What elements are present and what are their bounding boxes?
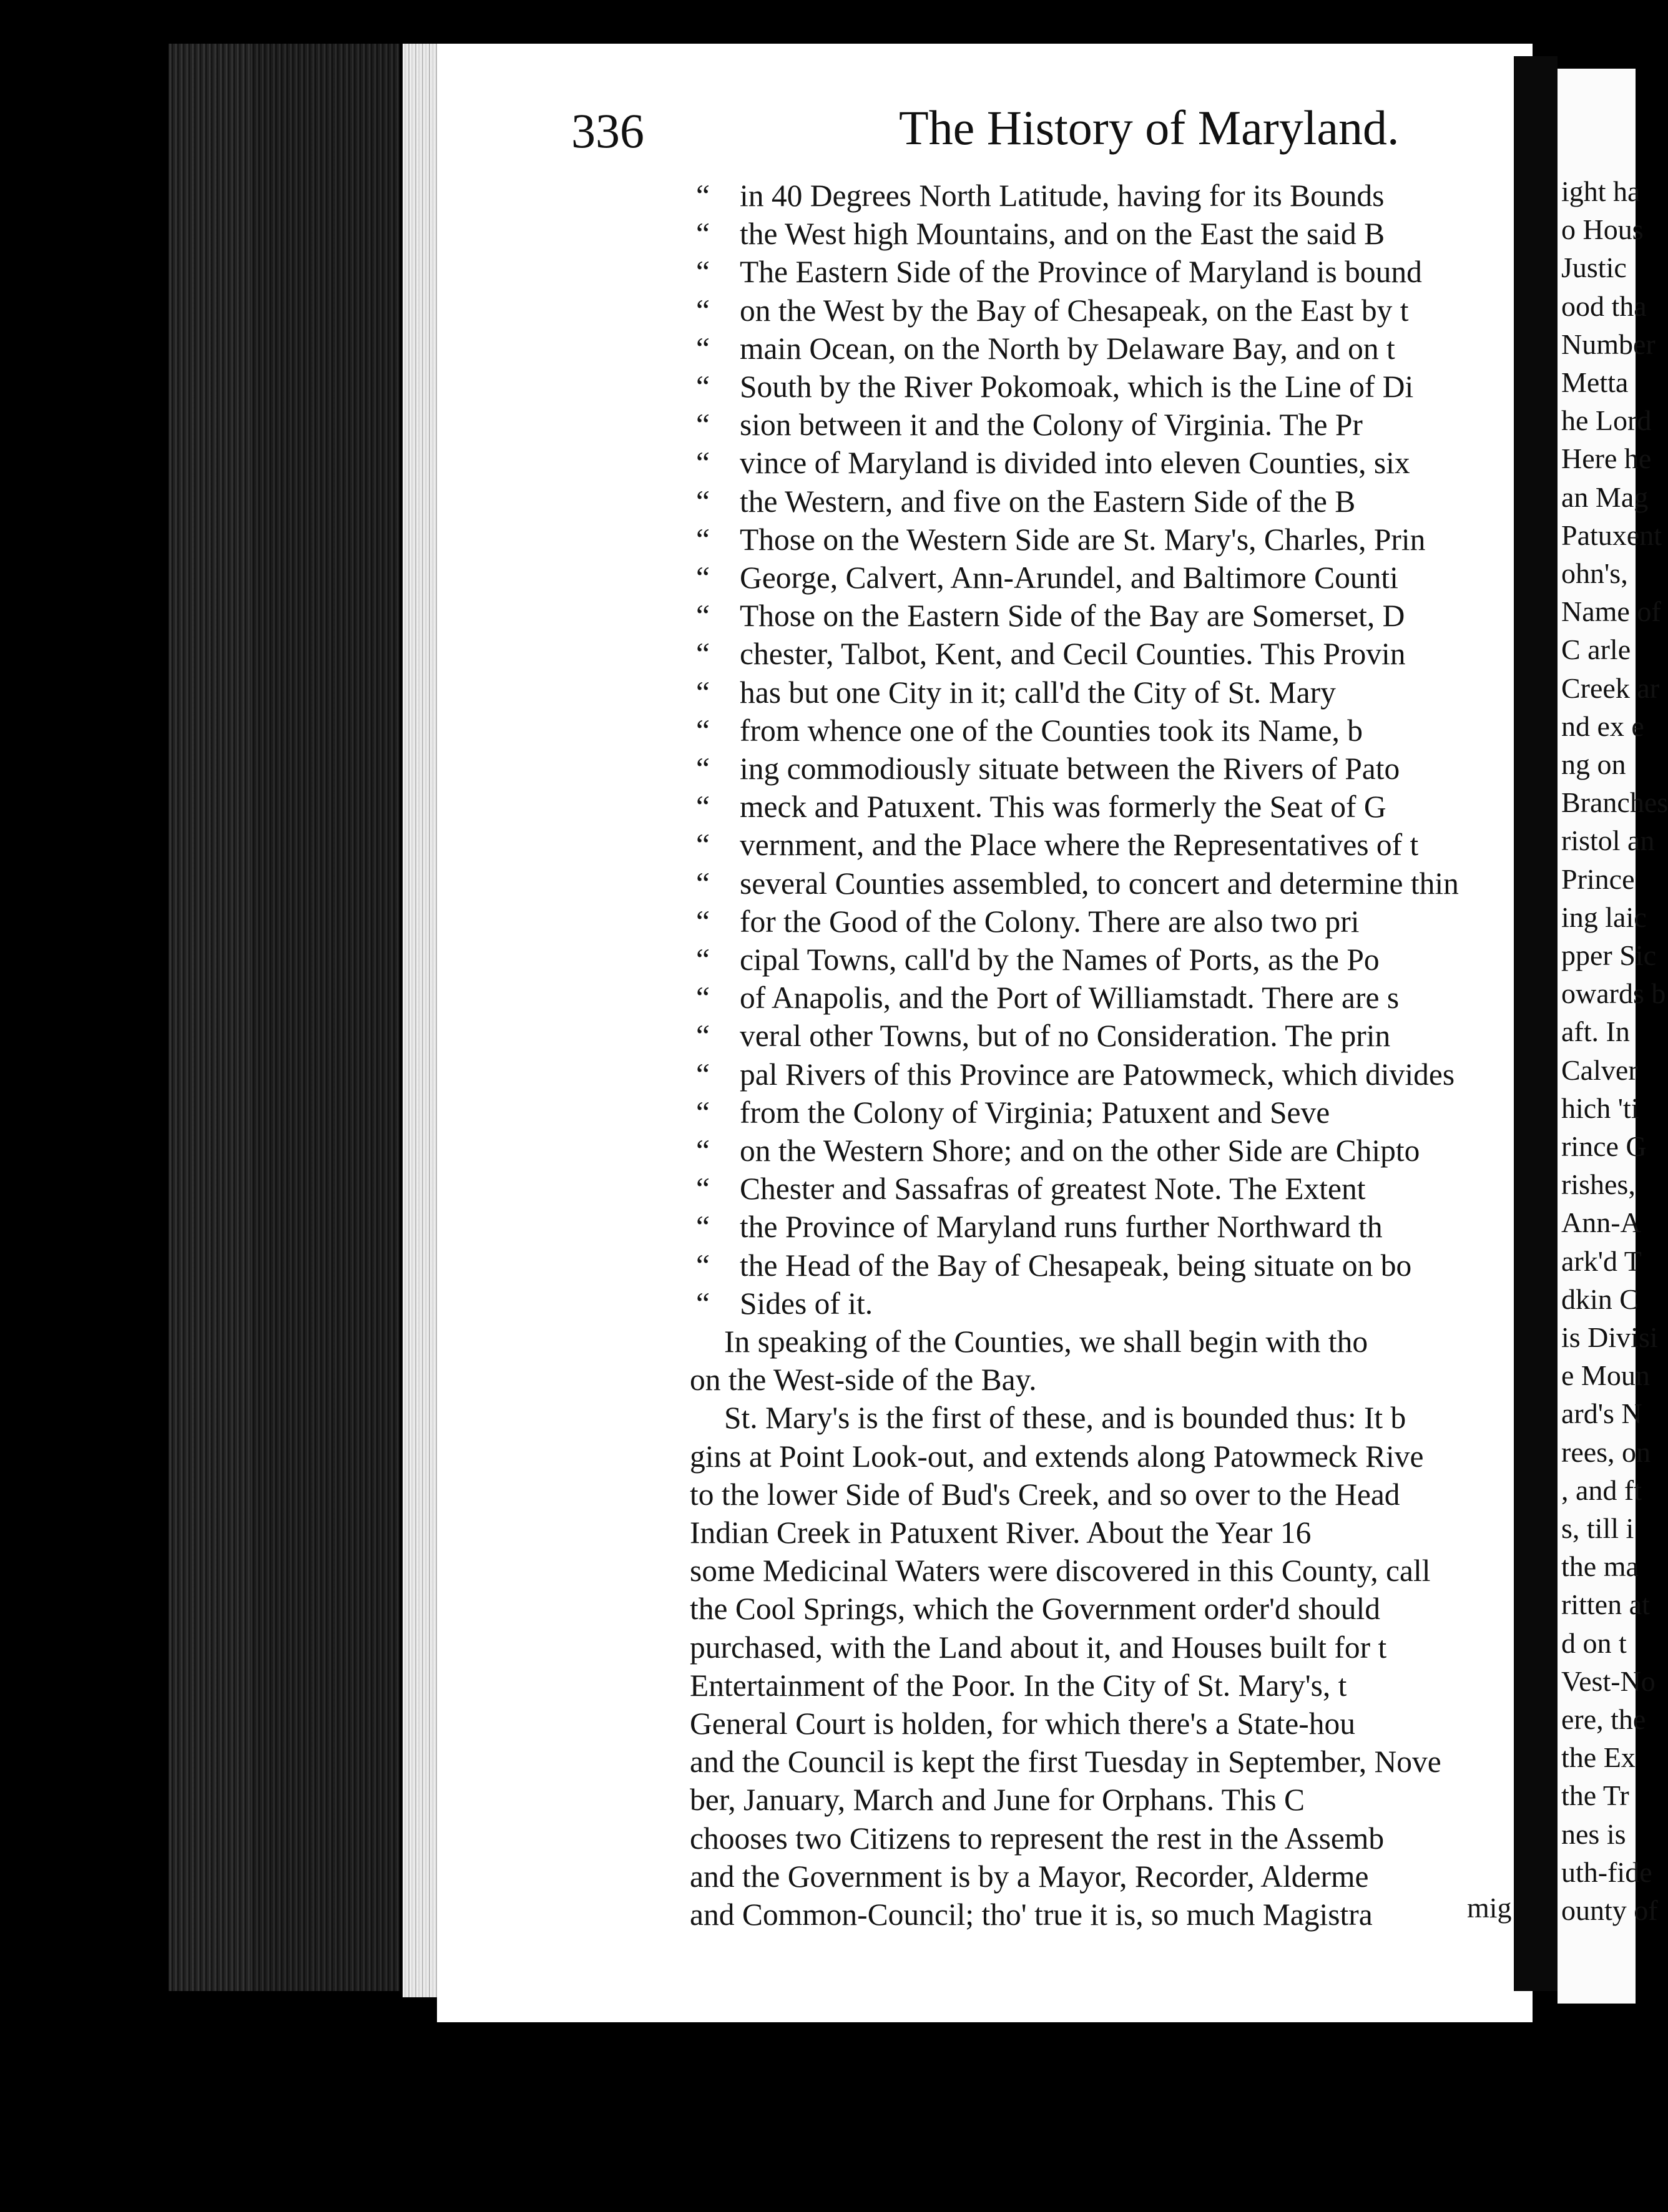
text-line xyxy=(696,675,1336,710)
facing-page-text: rince G xyxy=(1561,1130,1647,1162)
facing-page-text: ight ha xyxy=(1561,175,1641,207)
text-line-content: several Counties assembled, to concert and determine thin xyxy=(740,866,1459,901)
quote-mark: “ xyxy=(696,942,710,977)
text-line xyxy=(696,636,1405,672)
text-line-content: from whence one of the Counties took its Name, b xyxy=(740,713,1363,748)
page-gutter-right xyxy=(1514,56,1558,1991)
facing-page-text: Prince xyxy=(1561,863,1635,895)
text-line-content: and Common-Council; tho' true it is, so much Magistra xyxy=(690,1897,1373,1932)
text-line xyxy=(696,445,1410,481)
text-line-content: some Medicinal Waters were discovered in this County, call xyxy=(690,1554,1431,1588)
page-number: 336 xyxy=(571,104,644,158)
text-line-content: the Western, and five on the Eastern Side of the B xyxy=(740,484,1356,519)
text-line-content: General Court is holden, for which there's a State-hou xyxy=(690,1706,1355,1741)
text-line xyxy=(696,1286,873,1321)
quote-mark: “ xyxy=(696,408,710,443)
text-line xyxy=(690,1553,1430,1588)
text-line-content: in 40 Degrees North Latitude, having for its Bounds xyxy=(740,179,1385,213)
page-stack-edge xyxy=(403,44,437,1997)
text-line xyxy=(696,1209,1383,1245)
facing-page-text: Calver xyxy=(1561,1054,1638,1086)
facing-page-text: ounty of xyxy=(1561,1894,1658,1926)
text-line-content: gins at Point Look-out, and extends along Patowmeck Rive xyxy=(690,1439,1424,1474)
text-line xyxy=(696,789,1386,825)
quote-mark: “ xyxy=(696,1286,710,1321)
text-line-content: ber, January, March and June for Orphans. This C xyxy=(690,1783,1305,1818)
facing-page-text: rishes, xyxy=(1561,1168,1636,1201)
text-line-content: from the Colony of Virginia; Patuxent and Seve xyxy=(740,1095,1330,1130)
text-line-content: Sides of it. xyxy=(740,1286,873,1321)
text-line-content: sion between it and the Colony of Virginia. The Pr xyxy=(740,408,1363,443)
text-line xyxy=(696,1057,1455,1092)
facing-page-text: ritten at xyxy=(1561,1588,1650,1621)
text-line xyxy=(696,407,1363,443)
text-line-content: of Anapolis, and the Port of Williamstadt. There are s xyxy=(740,981,1400,1015)
facing-page-text: s, till i xyxy=(1561,1512,1634,1544)
quote-mark: “ xyxy=(696,1133,710,1168)
facing-page-text: e Moun xyxy=(1561,1359,1650,1392)
text-line xyxy=(696,369,1413,404)
facing-page-text: is Divisi xyxy=(1561,1321,1658,1353)
facing-page-text: the Ex xyxy=(1561,1741,1636,1774)
text-line-content: the West high Mountains, and on the East the said B xyxy=(740,217,1385,252)
quote-mark: “ xyxy=(696,560,710,595)
text-line xyxy=(690,1744,1441,1779)
facing-page-text: rees, on xyxy=(1561,1436,1651,1468)
text-line xyxy=(690,1515,1311,1550)
facing-page-text: he Lord xyxy=(1561,404,1652,437)
quote-mark: “ xyxy=(696,1019,710,1054)
facing-page-fragment xyxy=(1558,69,1668,2004)
text-line xyxy=(690,1477,1400,1512)
text-line-content: vernment, and the Place where the Representatives of t xyxy=(740,828,1419,863)
text-line-content: Those on the Western Side are St. Mary's, Charles, Prin xyxy=(740,522,1426,557)
facing-page-text: Name of xyxy=(1561,595,1661,628)
facing-page-text: ere, the xyxy=(1561,1703,1646,1735)
quote-mark: “ xyxy=(696,751,710,786)
quote-mark: “ xyxy=(696,484,710,519)
text-line-content: ing commodiously situate between the Rivers of Pato xyxy=(740,751,1400,786)
facing-page-text: Justic xyxy=(1561,252,1627,284)
facing-page-text: ohn's, xyxy=(1561,557,1628,589)
quote-mark: “ xyxy=(696,1210,710,1245)
text-line xyxy=(690,1591,1380,1627)
facing-page-text: Here he xyxy=(1561,443,1652,475)
text-line xyxy=(690,1362,1037,1397)
facing-page-text: Branches xyxy=(1561,786,1668,819)
quote-mark: “ xyxy=(696,1095,710,1130)
text-line-content: The Eastern Side of the Province of Maryland is bound xyxy=(740,255,1422,290)
text-line-content: Indian Creek in Patuxent River. About the Year 16 xyxy=(690,1515,1312,1550)
facing-page-text: uth-fide xyxy=(1561,1856,1652,1888)
text-line-content: main Ocean, on the North by Delaware Bay, and on t xyxy=(740,331,1395,366)
facing-page-text: ng on xyxy=(1561,748,1626,780)
quote-mark: “ xyxy=(696,522,710,557)
text-line-content: for the Good of the Colony. There are also two pri xyxy=(740,904,1360,939)
facing-page-text: the Tr xyxy=(1561,1779,1629,1812)
facing-page-text: owards b xyxy=(1561,977,1666,1010)
text-line xyxy=(690,1668,1347,1703)
text-line-content: chooses two Citizens to represent the rest in the Assemb xyxy=(690,1821,1385,1856)
facing-page-text: ing laic xyxy=(1561,901,1647,933)
text-line xyxy=(696,751,1400,786)
text-line xyxy=(690,1439,1423,1474)
quote-mark: “ xyxy=(696,675,710,710)
facing-page-text: ristol an xyxy=(1561,825,1655,857)
quote-mark: “ xyxy=(696,446,710,481)
text-line xyxy=(696,1095,1330,1130)
text-line xyxy=(696,1248,1411,1283)
text-line xyxy=(696,216,1385,252)
facing-page-text: ood tha xyxy=(1561,290,1647,322)
quote-mark: “ xyxy=(696,255,710,290)
facing-page-text: Vest-No xyxy=(1561,1665,1656,1697)
text-line xyxy=(690,1630,1386,1665)
quote-mark: “ xyxy=(696,1248,710,1283)
book-edge-dark xyxy=(0,0,437,2212)
text-line-content: vince of Maryland is divided into eleven Counties, six xyxy=(740,446,1410,481)
text-line-content: cipal Towns, call'd by the Names of Ports, as the Po xyxy=(740,942,1380,977)
text-line-content: on the West-side of the Bay. xyxy=(690,1363,1037,1397)
text-line-content: Entertainment of the Poor. In the City of St. Mary's, t xyxy=(690,1668,1347,1703)
facing-page-text: Metta xyxy=(1561,366,1629,398)
catchword: mig xyxy=(1467,1892,1512,1924)
quote-mark: “ xyxy=(696,369,710,404)
quote-mark: “ xyxy=(696,790,710,825)
text-line xyxy=(696,866,1459,901)
text-line-content: has but one City in it; call'd the City of St. Mary xyxy=(740,675,1336,710)
text-line xyxy=(696,1018,1390,1054)
facing-page-text: , and ft xyxy=(1561,1474,1642,1506)
facing-page-text: the ma xyxy=(1561,1550,1639,1583)
text-line-content: on the West by the Bay of Chesapeak, on the East by t xyxy=(740,293,1409,328)
text-line xyxy=(690,1897,1373,1932)
text-line xyxy=(690,1821,1384,1856)
quote-mark: “ xyxy=(696,904,710,939)
quote-mark: “ xyxy=(696,637,710,672)
text-line-content: St. Mary's is the first of these, and is bounded thus: It b xyxy=(724,1401,1406,1436)
quote-mark: “ xyxy=(696,331,710,366)
text-line-content: In speaking of the Counties, we shall begin with tho xyxy=(724,1324,1368,1359)
quote-mark: “ xyxy=(696,1057,710,1092)
quote-mark: “ xyxy=(696,713,710,748)
facing-page-text: nd ex e xyxy=(1561,710,1644,742)
text-line xyxy=(696,178,1384,213)
text-line-content: the Cool Springs, which the Government order'd should xyxy=(690,1592,1381,1627)
text-line-content: South by the River Pokomoak, which is the Line of Di xyxy=(740,369,1414,404)
facing-page-text: o Hous xyxy=(1561,213,1644,246)
text-line-content: chester, Talbot, Kent, and Cecil Counties. This Provin xyxy=(740,637,1406,672)
text-line xyxy=(696,254,1422,290)
text-line-content: Those on the Eastern Side of the Bay are Somerset, D xyxy=(740,599,1405,634)
facing-page-text: ard's N xyxy=(1561,1397,1642,1430)
text-line xyxy=(696,598,1405,634)
text-line xyxy=(724,1324,1368,1359)
text-line xyxy=(696,942,1380,977)
running-head: The History of Maryland. xyxy=(899,100,1400,155)
text-line-content: purchased, with the Land about it, and Houses built for t xyxy=(690,1630,1387,1665)
text-line xyxy=(690,1706,1355,1741)
quote-mark: “ xyxy=(696,179,710,213)
book-gutter-shadow xyxy=(250,44,400,1991)
text-line-content: pal Rivers of this Province are Patowmeck, which divides xyxy=(740,1057,1455,1092)
facing-page-text: C arle xyxy=(1561,634,1631,666)
quote-mark: “ xyxy=(696,866,710,901)
text-line-content: Chester and Sassafras of greatest Note. The Extent xyxy=(740,1172,1366,1206)
text-line xyxy=(696,331,1395,366)
text-line xyxy=(696,980,1399,1015)
quote-mark: “ xyxy=(696,981,710,1015)
facing-page-text: ark'd T xyxy=(1561,1245,1642,1277)
text-line xyxy=(696,484,1355,519)
text-line xyxy=(690,1782,1305,1818)
quote-mark: “ xyxy=(696,1172,710,1206)
facing-page-text: Ann-A xyxy=(1561,1206,1641,1239)
text-line xyxy=(690,1859,1368,1894)
facing-page-text: dkin C xyxy=(1561,1283,1639,1315)
facing-page-text: Number xyxy=(1561,328,1656,360)
text-line-content: veral other Towns, but of no Consideration. The prin xyxy=(740,1019,1391,1054)
text-line-content: the Province of Maryland runs further Northward th xyxy=(740,1210,1383,1245)
text-line xyxy=(696,904,1360,939)
quote-mark: “ xyxy=(696,828,710,863)
facing-page-text: an Mag xyxy=(1561,481,1649,513)
text-line xyxy=(696,1133,1420,1168)
text-line xyxy=(724,1400,1406,1436)
text-line-content: and the Government is by a Mayor, Recorder, Alderme xyxy=(690,1859,1369,1894)
text-line-content: and the Council is kept the first Tuesday in September, Nove xyxy=(690,1745,1441,1779)
facing-page-text: pper Sic xyxy=(1561,939,1657,971)
facing-page-text: nes is xyxy=(1561,1818,1626,1850)
text-line xyxy=(696,827,1418,863)
text-line xyxy=(696,560,1398,595)
facing-page-text: hich 'ti xyxy=(1561,1092,1639,1124)
text-line xyxy=(696,1171,1366,1206)
quote-mark: “ xyxy=(696,293,710,328)
text-line-content: to the lower Side of Bud's Creek, and so over to the Head xyxy=(690,1477,1400,1512)
quote-mark: “ xyxy=(696,217,710,252)
text-line-content: on the Western Shore; and on the other Side are Chipto xyxy=(740,1133,1420,1168)
text-line-content: the Head of the Bay of Chesapeak, being situate on bo xyxy=(740,1248,1412,1283)
quote-mark: “ xyxy=(696,599,710,634)
text-line xyxy=(696,713,1363,748)
facing-page-text: Patuxent xyxy=(1561,519,1662,551)
book-gutter-shadow xyxy=(169,44,250,1991)
facing-page-text: aft. In xyxy=(1561,1015,1630,1048)
text-line-content: George, Calvert, Ann-Arundel, and Baltimore Counti xyxy=(740,560,1398,595)
text-line-content: meck and Patuxent. This was formerly the Seat of G xyxy=(740,790,1386,825)
text-line xyxy=(696,522,1425,557)
facing-page-text: d on t xyxy=(1561,1627,1627,1659)
facing-page-text: Creek ar xyxy=(1561,672,1660,704)
text-line xyxy=(696,293,1409,328)
